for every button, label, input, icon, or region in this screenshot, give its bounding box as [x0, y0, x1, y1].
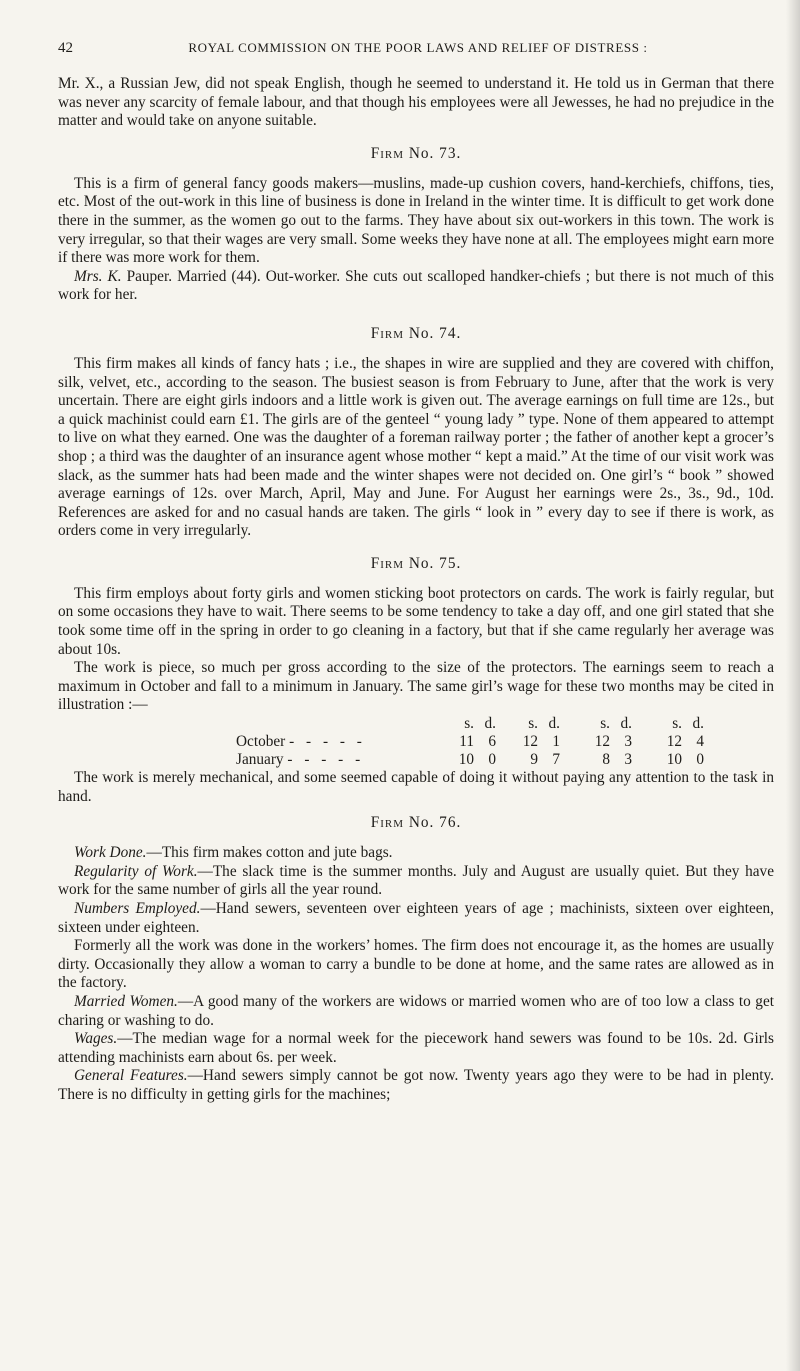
firm-76-regularity — [58, 863, 774, 900]
value-cell: 6 — [488, 733, 496, 751]
value-cell: 12 — [594, 733, 610, 751]
unit-cell: s. — [528, 715, 538, 733]
value-cell: 3 — [624, 733, 632, 751]
value-cell: 8 — [602, 751, 610, 769]
firm-74-heading-number: No. 74. — [408, 324, 462, 342]
firm-76-formerly: Formerly all the work was done in the workers’ homes. The firm does not encourage it, as the homes are usually dirty. Occasionally they allow a woman to carry a bundle to be done at home, and the same rates are allowed as in the factory. — [58, 937, 774, 992]
general-label: General Features. — [74, 1067, 188, 1085]
firm-74-paragraph-1: This firm makes all kinds of fancy hats ; i.e., the shapes in wire are supplied and they are covered with chiffon, silk, velvet, etc., according to the season. The busiest season is from February to June, after that the work is very uncertain. There are eight girls indoors and a little work is given out. The average earnings on full time are 12s., but a quick machinist could earn £1. The girls are of the genteel “ young lady ” type. None of them appeared to attempt to live on what they earned. One was the daughter of a foreman railway porter ; the father of another kept a grocer’s shop ; a third was the daughter of an insurance agent whose mother “ kept a maid.” At the time of our visit work was slack, as the summer hats had been made and the winter shapes were not decided on. One girl’s “ book ” showed average earnings of 12s. over March, April, May and June. For August her earnings were 2s., 3s., 9d., 10d. References are asked for and no casual hands are taken. The girls “ look in ” every day to see if there is work, as orders come in very irregularly. — [58, 354, 774, 540]
firm-75-paragraph-2: The work is piece, so much per gross according to the size of the protectors. The earnings seem to reach a maximum in October and fall to a minimum in January. The same girl’s wage for these two months may be cited in illustration :— — [58, 659, 774, 714]
firm-76-work-done — [58, 844, 774, 863]
firm-74-heading-prefix: Firm — [370, 324, 404, 342]
page-header — [58, 40, 774, 57]
regularity-text: —The slack time is the summer months. July and August are usually quiet. But they have work for the same number of girls all the year round. — [58, 862, 774, 899]
leader-dots: - - - - - — [287, 751, 365, 769]
page-number: 42 — [58, 40, 73, 56]
value-cell: 7 — [552, 751, 560, 769]
work-done-text: —This firm makes cotton and jute bags. — [146, 844, 393, 862]
value-cell: 11 — [459, 733, 474, 751]
unit-cell: d. — [548, 715, 560, 733]
value-cell: 9 — [530, 751, 538, 769]
value-cell: 10 — [458, 751, 474, 769]
numbers-text: —Hand sewers, seventeen over eighteen years of age ; machinists, sixteen over eighteen, sixteen under eighteen. — [58, 900, 775, 936]
value-cell: 3 — [624, 751, 632, 769]
wage-table-row — [236, 751, 704, 769]
month-label: January — [236, 751, 284, 769]
numbers-label: Numbers Employed. — [74, 900, 201, 917]
firm-73-heading-number: No. 73. — [408, 144, 462, 162]
firm-76-heading — [58, 814, 774, 832]
unit-cell: d. — [484, 715, 496, 733]
firm-73-heading-prefix: Firm — [370, 144, 404, 162]
firm-75-heading-number: No. 75. — [408, 554, 462, 572]
firm-73-heading — [58, 145, 774, 163]
page-edge-shadow — [786, 0, 800, 1371]
wages-label: Wages. — [74, 1030, 118, 1048]
firm-73-mrs-k: Mrs. K. — [74, 267, 122, 285]
work-done-label: Work Done. — [74, 844, 147, 862]
firm-75-heading — [58, 555, 774, 573]
unit-cell: s. — [672, 715, 682, 733]
value-cell: 1 — [552, 733, 560, 751]
firm-76-heading-number: No. 76. — [408, 814, 462, 832]
unit-cell: s. — [464, 715, 474, 733]
firm-76-married — [58, 993, 774, 1030]
unit-cell: d. — [620, 715, 632, 733]
firm-74-heading — [58, 325, 774, 343]
unit-cell: d. — [692, 715, 704, 733]
married-label: Married Women. — [74, 992, 178, 1010]
value-cell: 12 — [522, 733, 538, 751]
unit-cell: s. — [600, 715, 610, 733]
value-cell: 10 — [666, 751, 682, 769]
running-title: ROYAL COMMISSION ON THE POOR LAWS AND RELIEF OF DISTRESS : — [188, 40, 648, 55]
firm-75-paragraph-3: The work is merely mechanical, and some seemed capable of doing it without paying any attention to the task in hand. — [58, 769, 774, 805]
regularity-label: Regularity of Work. — [74, 862, 198, 880]
firm-75-heading-prefix: Firm — [370, 554, 404, 572]
firm-76-wages — [58, 1030, 774, 1067]
intro-paragraph: Mr. X., a Russian Jew, did not speak English, though he seemed to understand it. He told us in German that there was never any scarcity of female labour, and that though his employees were all Jewesses, he had no prejudice in the matter and would take on anyone suitable. — [58, 75, 774, 130]
firm-73-paragraph-2 — [58, 268, 774, 305]
wage-table-row — [236, 733, 704, 751]
value-cell: 0 — [488, 751, 496, 769]
firm-76-heading-prefix: Firm — [370, 814, 404, 832]
wage-table-units-row — [236, 715, 704, 733]
month-label: October — [236, 733, 286, 751]
general-text: —Hand sewers simply cannot be got now. Twenty years ago they were to be had in plenty. There is no difficulty in getting girls for the machines; — [58, 1067, 774, 1103]
firm-73-paragraph-1: This is a firm of general fancy goods makers—muslins, made-up cushion covers, hand-kerchiefs, chiffons, ties, etc. Most of the out-work in this line of business is done in Ireland in the winter time. It is difficult to get work done there in the summer, as the women go out to the farms. They have about six out-workers in this town. The work is very irregular, so that their wages are very small. Some weeks they have none at all. The employees might earn more if there was more work for them. — [58, 174, 774, 267]
wage-table — [236, 715, 704, 769]
value-cell: 4 — [696, 733, 704, 751]
value-cell: 12 — [666, 733, 682, 751]
firm-75-paragraph-1: This firm employs about forty girls and women sticking boot protectors on cards. The work is fairly regular, but on some occasions they have to wait. There seems to be some tendency to take a day off, and one girl stated that she took some time off in the spring in order to go cleaning in a factory, but that if she came regularly her average was about 10s. — [58, 584, 774, 658]
firm-76-numbers — [58, 900, 774, 937]
married-text: —A good many of the workers are widows or married women who are of too low a class to get charing or washing to do. — [58, 992, 774, 1029]
firm-76-general — [58, 1067, 774, 1104]
wages-text: —The median wage for a normal week for the piecework hand sewers was found to be 10s. 2d. Girls attending machinists earn about 6s. per week. — [58, 1030, 774, 1066]
leader-dots: - - - - - — [289, 733, 366, 751]
firm-73-mrs-k-text: Pauper. Married (44). Out-worker. She cuts out scalloped handker-chiefs ; but there is not much of this work for her. — [58, 267, 775, 304]
value-cell: 0 — [696, 751, 704, 769]
